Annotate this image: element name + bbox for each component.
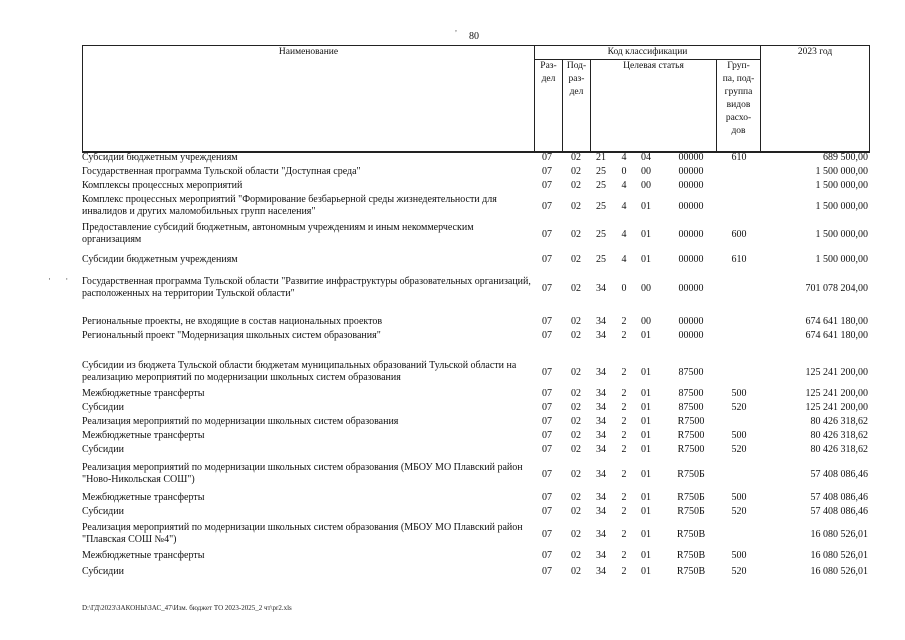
header-subsection: Под- раз- дел — [563, 60, 591, 152]
row-cell-t2: 0 — [621, 166, 627, 177]
row-cell-v: 1 500 000,00 — [815, 229, 868, 240]
row-cell-t2: 2 — [621, 402, 627, 413]
row-cell-t1: 25 — [596, 180, 606, 191]
row-cell-t3: 01 — [641, 506, 651, 517]
row-cell-r: 07 — [542, 283, 552, 294]
row-cell-r: 07 — [542, 330, 552, 341]
row-cell-v: 57 408 086,46 — [810, 469, 868, 480]
row-cell-t3: 01 — [641, 566, 651, 577]
row-cell-t1: 34 — [596, 416, 606, 427]
row-cell-t1: 34 — [596, 529, 606, 540]
row-cell-t2: 2 — [621, 529, 627, 540]
row-cell-r: 07 — [542, 416, 552, 427]
row-cell-t1: 34 — [596, 367, 606, 378]
row-name: Государственная программа Тульской области "Доступная среда" — [82, 166, 361, 177]
row-cell-t3: 01 — [641, 529, 651, 540]
row-name: Межбюджетные трансферты — [82, 550, 205, 561]
row-cell-r: 07 — [542, 506, 552, 517]
row-cell-t2: 2 — [621, 506, 627, 517]
row-cell-p: 02 — [571, 316, 581, 327]
row-cell-t4: R750Б — [677, 492, 705, 503]
row-cell-v: 674 641 180,00 — [805, 316, 868, 327]
row-cell-r: 07 — [542, 444, 552, 455]
row-cell-p: 02 — [571, 152, 581, 163]
row-name: Предоставление субсидий бюджетным, автономным учреждениям и иным некоммерческим организациям — [82, 222, 474, 245]
row-name: Региональный проект "Модернизация школьных систем образования" — [82, 330, 381, 341]
row-cell-p: 02 — [571, 469, 581, 480]
row-cell-t4: 00000 — [678, 152, 704, 163]
row-cell-g: 600 — [731, 229, 747, 240]
scan-mark: , — [455, 24, 457, 33]
row-cell-r: 07 — [542, 316, 552, 327]
row-name: Комплексы процессных мероприятий — [82, 180, 243, 191]
row-cell-t3: 01 — [641, 388, 651, 399]
row-cell-r: 07 — [542, 254, 552, 265]
row-name: Региональные проекты, не входящие в состав национальных проектов — [82, 316, 383, 327]
row-cell-t2: 4 — [621, 152, 627, 163]
row-cell-t3: 01 — [641, 367, 651, 378]
row-cell-t1: 34 — [596, 469, 606, 480]
row-cell-v: 16 080 526,01 — [810, 566, 868, 577]
row-cell-t3: 00 — [641, 283, 651, 294]
row-cell-t4: 00000 — [678, 201, 704, 212]
row-cell-p: 02 — [571, 506, 581, 517]
row-cell-g: 520 — [731, 506, 747, 517]
row-cell-g: 520 — [731, 566, 747, 577]
row-cell-t1: 34 — [596, 444, 606, 455]
row-cell-t2: 4 — [621, 254, 627, 265]
scan-marks: · · — [48, 274, 75, 284]
row-cell-t4: R7500 — [677, 444, 705, 455]
row-cell-t1: 34 — [596, 506, 606, 517]
row-cell-p: 02 — [571, 283, 581, 294]
row-cell-t4: 00000 — [678, 283, 704, 294]
row-name: Реализация мероприятий по модернизации школьных систем образования (МБОУ МО Плавский район "Плавская СОШ №4") — [82, 522, 523, 545]
row-cell-p: 02 — [571, 254, 581, 265]
row-cell-r: 07 — [542, 566, 552, 577]
row-cell-t4: R750В — [676, 566, 706, 577]
row-cell-r: 07 — [542, 201, 552, 212]
row-cell-r: 07 — [542, 388, 552, 399]
row-cell-g: 610 — [731, 152, 747, 163]
row-cell-v: 125 241 200,00 — [805, 367, 868, 378]
row-cell-t4: R750В — [676, 529, 706, 540]
row-name: Субсидии — [82, 566, 124, 577]
row-cell-p: 02 — [571, 402, 581, 413]
row-cell-t1: 34 — [596, 566, 606, 577]
row-name: Межбюджетные трансферты — [82, 492, 205, 503]
page-number: 80 — [469, 31, 479, 42]
row-cell-p: 02 — [571, 388, 581, 399]
row-cell-t2: 2 — [621, 416, 627, 427]
row-cell-t4: 87500 — [678, 388, 704, 399]
row-cell-t2: 0 — [621, 283, 627, 294]
row-cell-g: 500 — [731, 492, 747, 503]
row-cell-r: 07 — [542, 430, 552, 441]
row-cell-t3: 01 — [641, 430, 651, 441]
row-cell-p: 02 — [571, 529, 581, 540]
row-cell-p: 02 — [571, 566, 581, 577]
row-cell-t4: 00000 — [678, 330, 704, 341]
row-cell-t1: 34 — [596, 430, 606, 441]
row-cell-g: 500 — [731, 430, 747, 441]
row-cell-t3: 01 — [641, 469, 651, 480]
row-cell-t4: R7500 — [677, 416, 705, 427]
row-cell-v: 674 641 180,00 — [805, 330, 868, 341]
row-cell-t1: 25 — [596, 254, 606, 265]
row-cell-t4: 87500 — [678, 402, 704, 413]
row-name: Реализация мероприятий по модернизации школьных систем образования (МБОУ МО Плавский район "Ново-Никольская СОШ") — [82, 462, 523, 485]
header-target: Целевая статья — [591, 60, 717, 152]
header-name: Наименование — [83, 46, 535, 152]
row-name: Комплекс процессных мероприятий "Формирование безбарьерной среды жизнедеятельности для инвалидов и других маломобильных групп населения" — [82, 194, 497, 217]
row-cell-r: 07 — [542, 529, 552, 540]
row-cell-p: 02 — [571, 229, 581, 240]
table-header — [82, 45, 870, 153]
row-cell-t2: 2 — [621, 430, 627, 441]
row-cell-t4: 00000 — [678, 229, 704, 240]
row-cell-t3: 01 — [641, 444, 651, 455]
row-cell-t1: 25 — [596, 201, 606, 212]
row-cell-t1: 34 — [596, 550, 606, 561]
row-cell-r: 07 — [542, 550, 552, 561]
row-cell-r: 07 — [542, 152, 552, 163]
row-cell-g: 500 — [731, 550, 747, 561]
row-cell-t2: 2 — [621, 367, 627, 378]
row-cell-v: 1 500 000,00 — [815, 201, 868, 212]
row-cell-v: 1 500 000,00 — [815, 166, 868, 177]
row-cell-t1: 25 — [596, 166, 606, 177]
row-cell-t3: 01 — [641, 550, 651, 561]
file-path: D:\ГД\2023\ЗАКОНЫ\ЗАС_47\Изм. бюджет ТО 2023-2025_2 чт\pr2.xls — [82, 604, 292, 612]
row-cell-t3: 00 — [641, 180, 651, 191]
row-cell-t2: 2 — [621, 550, 627, 561]
row-name: Субсидии из бюджета Тульской области бюджетам муниципальных образований Тульской области на реализацию мероприятий по модернизации школьных систем образования — [82, 360, 517, 383]
row-cell-v: 16 080 526,01 — [810, 529, 868, 540]
row-cell-v: 16 080 526,01 — [810, 550, 868, 561]
row-cell-p: 02 — [571, 201, 581, 212]
row-cell-v: 1 500 000,00 — [815, 254, 868, 265]
row-cell-p: 02 — [571, 550, 581, 561]
row-cell-t2: 4 — [621, 180, 627, 191]
row-cell-t3: 04 — [641, 152, 651, 163]
row-name: Субсидии — [82, 506, 124, 517]
row-name: Реализация мероприятий по модернизации школьных систем образования — [82, 416, 399, 427]
row-name: Межбюджетные трансферты — [82, 388, 205, 399]
row-cell-v: 80 426 318,62 — [810, 444, 868, 455]
row-cell-t3: 00 — [641, 316, 651, 327]
row-cell-r: 07 — [542, 469, 552, 480]
row-cell-p: 02 — [571, 416, 581, 427]
row-cell-p: 02 — [571, 330, 581, 341]
row-cell-v: 689 500,00 — [823, 152, 868, 163]
row-cell-t2: 2 — [621, 388, 627, 399]
row-cell-p: 02 — [571, 492, 581, 503]
row-cell-r: 07 — [542, 180, 552, 191]
row-cell-g: 520 — [731, 402, 747, 413]
row-cell-g: 520 — [731, 444, 747, 455]
row-cell-t3: 00 — [641, 166, 651, 177]
row-cell-p: 02 — [571, 166, 581, 177]
row-cell-r: 07 — [542, 402, 552, 413]
row-name: Субсидии бюджетным учреждениям — [82, 254, 238, 265]
row-cell-t1: 34 — [596, 316, 606, 327]
row-cell-t3: 01 — [641, 229, 651, 240]
row-cell-r: 07 — [542, 229, 552, 240]
row-cell-v: 80 426 318,62 — [810, 416, 868, 427]
row-cell-t4: R750Б — [677, 469, 705, 480]
row-cell-r: 07 — [542, 492, 552, 503]
header-section: Раз- дел — [535, 60, 563, 152]
header-year: 2023 год — [761, 46, 869, 152]
row-name: Субсидии — [82, 444, 124, 455]
row-cell-t1: 25 — [596, 229, 606, 240]
row-cell-t3: 01 — [641, 402, 651, 413]
row-cell-t4: 00000 — [678, 166, 704, 177]
row-cell-t1: 34 — [596, 283, 606, 294]
row-cell-t3: 01 — [641, 254, 651, 265]
row-cell-t1: 34 — [596, 402, 606, 413]
row-cell-t2: 2 — [621, 444, 627, 455]
row-cell-t3: 01 — [641, 330, 651, 341]
row-cell-t2: 2 — [621, 316, 627, 327]
row-cell-p: 02 — [571, 367, 581, 378]
row-cell-v: 125 241 200,00 — [805, 388, 868, 399]
row-cell-t1: 34 — [596, 388, 606, 399]
row-cell-t3: 01 — [641, 201, 651, 212]
row-cell-t1: 34 — [596, 492, 606, 503]
row-cell-v: 80 426 318,62 — [810, 430, 868, 441]
row-cell-t2: 2 — [621, 330, 627, 341]
row-cell-v: 57 408 086,46 — [810, 492, 868, 503]
row-cell-r: 07 — [542, 367, 552, 378]
row-cell-t2: 2 — [621, 492, 627, 503]
row-cell-t4: 87500 — [678, 367, 704, 378]
row-name: Государственная программа Тульской области "Развитие инфраструктуры образовательных организаций, расположенных на территории Тульской области" — [82, 276, 531, 299]
row-cell-v: 1 500 000,00 — [815, 180, 868, 191]
row-cell-v: 125 241 200,00 — [805, 402, 868, 413]
header-group: Груп- па, под- группа видов расхо- дов — [717, 60, 761, 152]
header-code: Код классификации — [535, 46, 761, 60]
row-cell-p: 02 — [571, 180, 581, 191]
row-cell-p: 02 — [571, 444, 581, 455]
row-cell-v: 701 078 204,00 — [805, 283, 868, 294]
row-cell-g: 500 — [731, 388, 747, 399]
row-cell-t4: R750В — [676, 550, 706, 561]
row-cell-g: 610 — [731, 254, 747, 265]
row-cell-t4: 00000 — [678, 180, 704, 191]
row-cell-t2: 4 — [621, 201, 627, 212]
row-cell-t3: 01 — [641, 492, 651, 503]
row-cell-t2: 2 — [621, 566, 627, 577]
row-cell-t4: 00000 — [678, 254, 704, 265]
row-cell-t2: 2 — [621, 469, 627, 480]
row-cell-v: 57 408 086,46 — [810, 506, 868, 517]
row-name: Субсидии — [82, 402, 124, 413]
row-cell-t2: 4 — [621, 229, 627, 240]
row-cell-t3: 01 — [641, 416, 651, 427]
row-name: Межбюджетные трансферты — [82, 430, 205, 441]
row-cell-t4: 00000 — [678, 316, 704, 327]
row-cell-r: 07 — [542, 166, 552, 177]
row-name: Субсидии бюджетным учреждениям — [82, 152, 238, 163]
row-cell-t4: R750Б — [677, 506, 705, 517]
row-cell-p: 02 — [571, 430, 581, 441]
row-cell-t1: 34 — [596, 330, 606, 341]
row-cell-t4: R7500 — [677, 430, 705, 441]
row-cell-t1: 21 — [596, 152, 606, 163]
